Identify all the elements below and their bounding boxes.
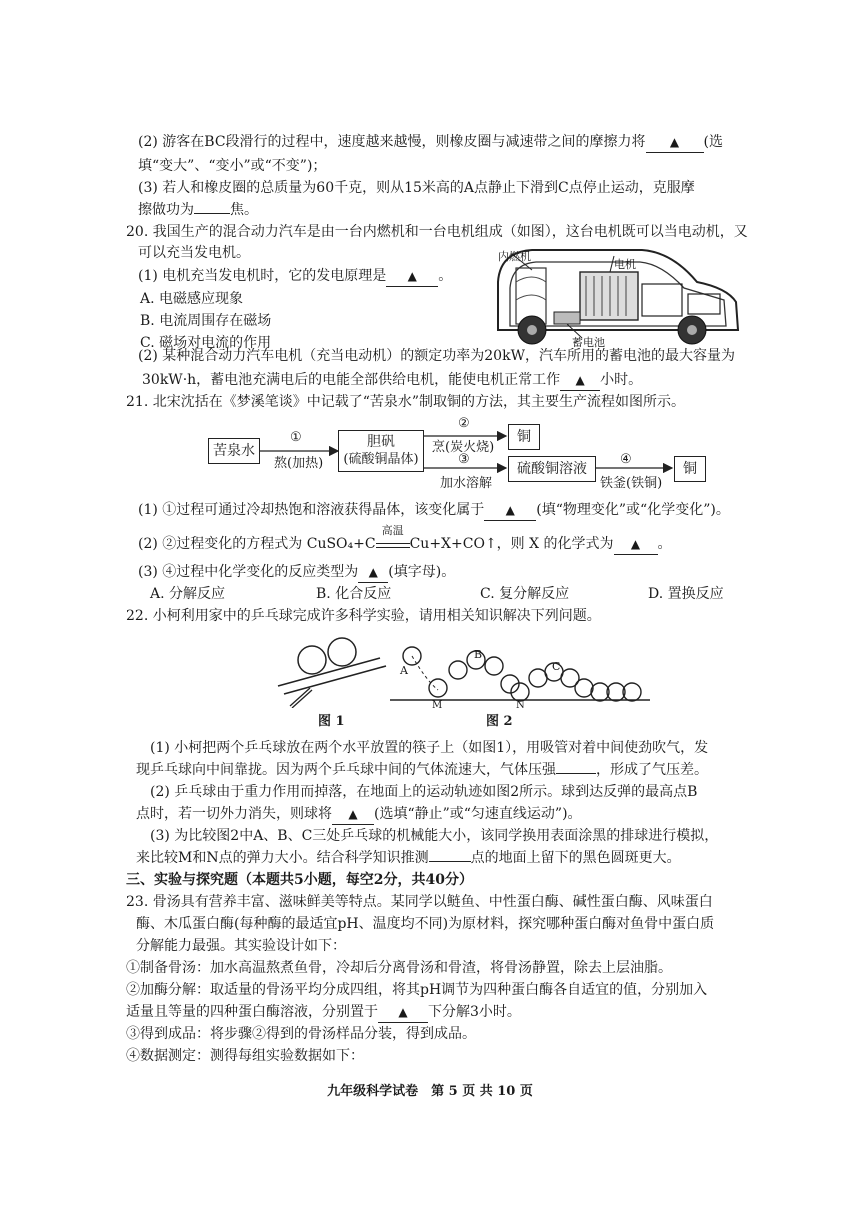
q21-option-c: C. 复分解反应 bbox=[480, 586, 570, 602]
step4-number: ④ bbox=[620, 452, 632, 467]
engine-label: 内燃机 bbox=[498, 250, 531, 263]
q20-intro-line2: 可以充当发电机。 bbox=[138, 245, 250, 261]
answer-blank[interactable] bbox=[429, 861, 471, 862]
q22-part3-line2: 来比较M和N点的弹力大小。结合科学知识推测 点的地面上留下的黑色圆斑更大。 bbox=[136, 850, 681, 866]
q20-intro-line1: 20. 我国生产的混合动力汽车是由一台内燃机和一台电机组成（如图），这台电机既可以当电动机，又 bbox=[126, 224, 748, 240]
answer-blank[interactable]: ▲ bbox=[358, 562, 388, 583]
q21-option-a: A. 分解反应 bbox=[150, 586, 226, 602]
point-n-label: N bbox=[516, 700, 525, 711]
motor-label: 电机 bbox=[614, 258, 636, 271]
q22-part3-line1: (3) 为比较图2中A、B、C三处乒乓球的机械能大小，该同学换用表面涂黑的排球进行模拟， bbox=[150, 828, 719, 844]
box-copper-2: 铜 bbox=[674, 456, 706, 482]
q23-step3: ③得到成品：将步骤②得到的骨汤样品分装，得到成品。 bbox=[126, 1026, 476, 1042]
step1-number: ① bbox=[290, 430, 302, 445]
q22-part1-line2: 现乒乓球向中间靠拢。因为两个乒乓球中间的气体流速大，气体压强 ，形成了气压差。 bbox=[136, 762, 708, 778]
q22-figure-2 bbox=[390, 640, 660, 710]
box-chalcanthite: 胆矾 (硫酸铜晶体) bbox=[338, 430, 424, 472]
q19-part3-line2: 擦做功为 焦。 bbox=[138, 202, 258, 218]
q20-option-b: B. 电流周围存在磁场 bbox=[140, 313, 272, 329]
q20-part2-line1: (2) 某种混合动力汽车电机（充当电动机）的额定功率为20kW，汽车所用的蓄电池的最大容量为 bbox=[138, 348, 735, 364]
q20-part2-line2: 30kW·h，蓄电池充满电后的电能全部供给电机，能使电机正常工作 ▲ 小时。 bbox=[142, 370, 642, 391]
figure-1-caption: 图 1 bbox=[318, 714, 345, 729]
answer-blank[interactable]: ▲ bbox=[614, 534, 658, 555]
answer-blank[interactable] bbox=[556, 773, 596, 774]
q21-option-d: D. 置换反应 bbox=[648, 586, 724, 602]
q21-part3: (3) ④过程中化学变化的反应类型为 ▲ (填字母)。 bbox=[138, 562, 455, 583]
step2-label: 烹(炭火烧) bbox=[432, 440, 495, 455]
q23-intro-line1: 23. 骨汤具有营养丰富、滋味鲜美等特点。某同学以鲢鱼、中性蛋白酶、碱性蛋白酶、风味蛋白 bbox=[126, 894, 713, 910]
q21-part2: (2) ②过程变化的方程式为 CuSO₄+C 高温 Cu+X+CO↑，则 X 的化学式为 ▲ 。 bbox=[138, 534, 672, 555]
q23-step2-line2: 适量且等量的四种蛋白酶溶液，分别置于 ▲ 下分解3小时。 bbox=[126, 1002, 521, 1023]
q19-part2-line2: 填“变大”、“变小”或“不变”)； bbox=[138, 158, 327, 174]
q22-figure-1 bbox=[270, 628, 390, 708]
q23-step1: ①制备骨汤：加水高温熬煮鱼骨，冷却后分离骨汤和骨渣，将骨汤静置，除去上层油脂。 bbox=[126, 960, 672, 976]
point-a-label: A bbox=[400, 664, 408, 677]
q21-part1: (1) ①过程可通过冷却热饱和溶液获得晶体，该变化属于 ▲ (填“物理变化”或“化学变化”)。 bbox=[138, 500, 730, 521]
q19-part2-line1: (2) 游客在BC段滑行的过程中，速度越来越慢，则橡皮圈与减速带之间的摩擦力将 ▲ (选 bbox=[138, 132, 723, 153]
q22-part1-line1: (1) 小柯把两个乒乓球放在两个水平放置的筷子上（如图1），用吸管对着中间使劲吹气，发 bbox=[150, 740, 709, 756]
step3-label: 加水溶解 bbox=[440, 476, 493, 491]
q23-intro-line3: 分解能力最强。其实验设计如下： bbox=[136, 938, 346, 954]
reaction-condition: 高温 bbox=[376, 535, 410, 548]
q20-option-a: A. 电磁感应现象 bbox=[140, 291, 244, 307]
q22-intro: 22. 小柯利用家中的乒乓球完成许多科学实验，请用相关知识解决下列问题。 bbox=[126, 608, 601, 624]
box-bitter-spring-water: 苦泉水 bbox=[208, 438, 260, 464]
q23-intro-line2: 酶、木瓜蛋白酶(每种酶的最适宜pH、温度均不同)为原材料，探究哪种蛋白酶对鱼骨中蛋白质 bbox=[136, 916, 715, 932]
battery-label: 蓄电池 bbox=[572, 336, 605, 349]
step1-label: 熬(加热) bbox=[274, 456, 324, 471]
q22-part2-line1: (2) 乒乓球由于重力作用而掉落，在地面上的运动轨迹如图2所示。球到达反弹的最高点B bbox=[150, 784, 698, 800]
step2-number: ② bbox=[458, 416, 470, 431]
step3-number: ③ bbox=[458, 452, 470, 467]
answer-blank[interactable]: ▲ bbox=[386, 266, 438, 287]
figure-2-caption: 图 2 bbox=[486, 714, 513, 729]
q21-option-b: B. 化合反应 bbox=[316, 586, 392, 602]
box-copper-sulfate-solution: 硫酸铜溶液 bbox=[508, 456, 596, 482]
q21-flow-arrows bbox=[0, 0, 860, 500]
point-b-label: B bbox=[474, 648, 483, 661]
box-copper-1: 铜 bbox=[508, 424, 540, 450]
answer-blank[interactable]: ▲ bbox=[560, 370, 600, 391]
q19-part3-line1: (3) 若人和橡皮圈的总质量为60千克，则从15米高的A点静止下滑到C点停止运动，克服摩 bbox=[138, 180, 695, 196]
section-3-heading: 三、实验与探究题（本题共5小题，每空2分，共40分） bbox=[126, 872, 473, 888]
answer-blank[interactable]: ▲ bbox=[646, 132, 704, 153]
answer-blank[interactable]: ▲ bbox=[332, 804, 374, 825]
q23-step2-line1: ②加酶分解：取适量的骨汤平均分成四组，将其pH调节为四种蛋白酶各自适宜的值，分别加入 bbox=[126, 982, 708, 998]
answer-blank[interactable]: ▲ bbox=[484, 500, 536, 521]
q23-step4: ④数据测定：测得每组实验数据如下： bbox=[126, 1048, 364, 1064]
page-footer: 九年级科学试卷 第 5 页 共 10 页 bbox=[327, 1084, 533, 1099]
point-m-label: M bbox=[432, 700, 443, 711]
point-c-label: C bbox=[552, 660, 561, 673]
q20-part1: (1) 电机充当发电机时，它的发电原理是 ▲ 。 bbox=[138, 266, 452, 287]
q21-intro: 21. 北宋沈括在《梦溪笔谈》中记载了“苦泉水”制取铜的方法，其主要生产流程如图所示。 bbox=[126, 394, 686, 410]
q20-option-c: C. 磁场对电流的作用 bbox=[140, 335, 272, 351]
answer-blank[interactable]: ▲ bbox=[378, 1002, 428, 1023]
step4-label: 铁釜(铁铜) bbox=[600, 476, 663, 491]
q22-part2-line2: 点时，若一切外力消失，则球将 ▲ (选填“静止”或“匀速直线运动”)。 bbox=[136, 804, 582, 825]
